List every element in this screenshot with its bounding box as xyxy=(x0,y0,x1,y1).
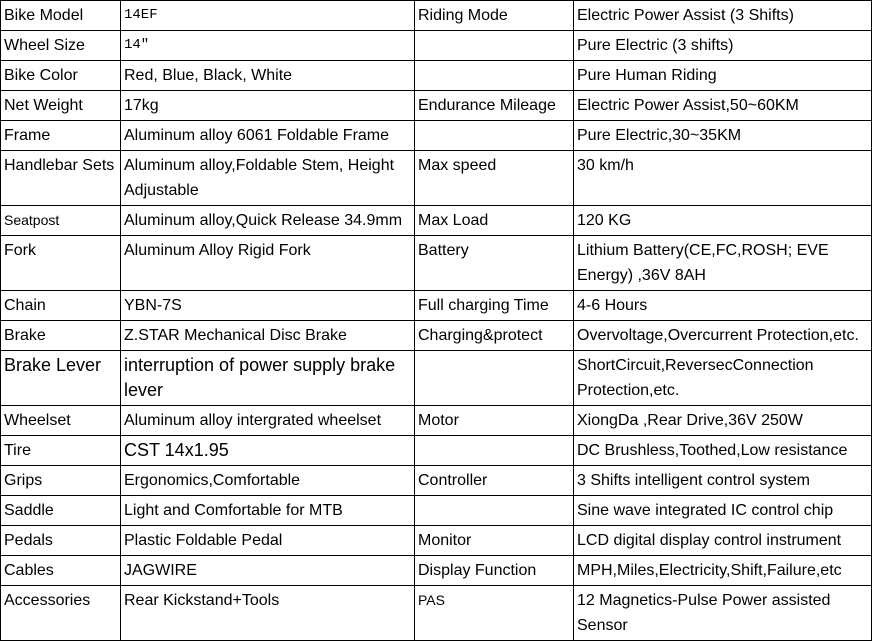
table-row xyxy=(1,406,872,436)
table-row xyxy=(1,526,872,556)
spec-value: Plastic Foldable Pedal xyxy=(121,526,415,556)
spec-label: Wheel Size xyxy=(1,31,121,61)
spec-label: Saddle xyxy=(1,496,121,526)
spec-label: Pedals xyxy=(1,526,121,556)
spec-value: Electric Power Assist (3 Shifts) xyxy=(574,1,872,31)
spec-label: Endurance Mileage xyxy=(415,91,574,121)
spec-label: Monitor xyxy=(415,526,574,556)
spec-label xyxy=(415,121,574,151)
spec-label xyxy=(415,496,574,526)
spec-label: Chain xyxy=(1,291,121,321)
table-row xyxy=(1,91,872,121)
table-row xyxy=(1,351,872,406)
spec-value: 14" xyxy=(121,31,415,61)
spec-value: Lithium Battery(CE,FC,ROSH; EVE Energy) ,36V 8AH xyxy=(574,236,872,291)
table-row xyxy=(1,586,872,641)
spec-label: Tire xyxy=(1,436,121,466)
spec-value: Pure Electric (3 shifts) xyxy=(574,31,872,61)
spec-label: Bike Color xyxy=(1,61,121,91)
spec-value: 12 Magnetics-Pulse Power assisted Sensor xyxy=(574,586,872,641)
spec-label: Bike Model xyxy=(1,1,121,31)
spec-value: Rear Kickstand+Tools xyxy=(121,586,415,641)
spec-value: Aluminum Alloy Rigid Fork xyxy=(121,236,415,291)
table-row xyxy=(1,151,872,206)
spec-label: PAS xyxy=(415,586,574,641)
spec-value: LCD digital display control instrument xyxy=(574,526,872,556)
spec-value: Electric Power Assist,50~60KM xyxy=(574,91,872,121)
spec-label: Max Load xyxy=(415,206,574,236)
spec-label xyxy=(415,61,574,91)
spec-label: Cables xyxy=(1,556,121,586)
spec-value: 30 km/h xyxy=(574,151,872,206)
spec-value: Overvoltage,Overcurrent Protection,etc. xyxy=(574,321,872,351)
table-row xyxy=(1,31,872,61)
spec-value: Pure Electric,30~35KM xyxy=(574,121,872,151)
spec-label: Controller xyxy=(415,466,574,496)
table-row xyxy=(1,321,872,351)
spec-value: Aluminum alloy,Quick Release 34.9mm xyxy=(121,206,415,236)
spec-value: YBN-7S xyxy=(121,291,415,321)
spec-value: 4-6 Hours xyxy=(574,291,872,321)
spec-label: Riding Mode xyxy=(415,1,574,31)
table-row xyxy=(1,436,872,466)
spec-value: ShortCircuit,ReversecConnection Protection,etc. xyxy=(574,351,872,406)
spec-value: Sine wave integrated IC control chip xyxy=(574,496,872,526)
table-row xyxy=(1,556,872,586)
spec-value: Light and Comfortable for MTB xyxy=(121,496,415,526)
spec-label: Display Function xyxy=(415,556,574,586)
table-row xyxy=(1,121,872,151)
spec-value: 3 Shifts intelligent control system xyxy=(574,466,872,496)
table-row xyxy=(1,496,872,526)
spec-value: Aluminum alloy intergrated wheelset xyxy=(121,406,415,436)
spec-label: Full charging Time xyxy=(415,291,574,321)
spec-label: Handlebar Sets xyxy=(1,151,121,206)
spec-label: Charging&protect xyxy=(415,321,574,351)
table-row xyxy=(1,291,872,321)
spec-value: Ergonomics,Comfortable xyxy=(121,466,415,496)
table-row xyxy=(1,206,872,236)
spec-label: Wheelset xyxy=(1,406,121,436)
spec-label: Battery xyxy=(415,236,574,291)
spec-value: 17kg xyxy=(121,91,415,121)
spec-label: Brake xyxy=(1,321,121,351)
spec-value: JAGWIRE xyxy=(121,556,415,586)
spec-label xyxy=(415,351,574,406)
spec-label: Seatpost xyxy=(1,206,121,236)
spec-label: Grips xyxy=(1,466,121,496)
spec-label: Net Weight xyxy=(1,91,121,121)
table-row xyxy=(1,61,872,91)
spec-label: Accessories xyxy=(1,586,121,641)
spec-value: Red, Blue, Black, White xyxy=(121,61,415,91)
table-row xyxy=(1,1,872,31)
spec-value: MPH,Miles,Electricity,Shift,Failure,etc xyxy=(574,556,872,586)
spec-value: DC Brushless,Toothed,Low resistance xyxy=(574,436,872,466)
table-row xyxy=(1,466,872,496)
spec-value: Aluminum alloy 6061 Foldable Frame xyxy=(121,121,415,151)
spec-value: 14EF xyxy=(121,1,415,31)
spec-value: Pure Human Riding xyxy=(574,61,872,91)
spec-label: Brake Lever xyxy=(1,351,121,406)
spec-label xyxy=(415,436,574,466)
spec-label xyxy=(415,31,574,61)
table-row xyxy=(1,236,872,291)
spec-label: Max speed xyxy=(415,151,574,206)
spec-value: CST 14x1.95 xyxy=(121,436,415,466)
spec-label: Motor xyxy=(415,406,574,436)
spec-label: Frame xyxy=(1,121,121,151)
spec-value: Aluminum alloy,Foldable Stem, Height Adjustable xyxy=(121,151,415,206)
spec-value: 120 KG xyxy=(574,206,872,236)
spec-value: Z.STAR Mechanical Disc Brake xyxy=(121,321,415,351)
spec-value: interruption of power supply brake lever xyxy=(121,351,415,406)
spec-label: Fork xyxy=(1,236,121,291)
spec-value: XiongDa ,Rear Drive,36V 250W xyxy=(574,406,872,436)
